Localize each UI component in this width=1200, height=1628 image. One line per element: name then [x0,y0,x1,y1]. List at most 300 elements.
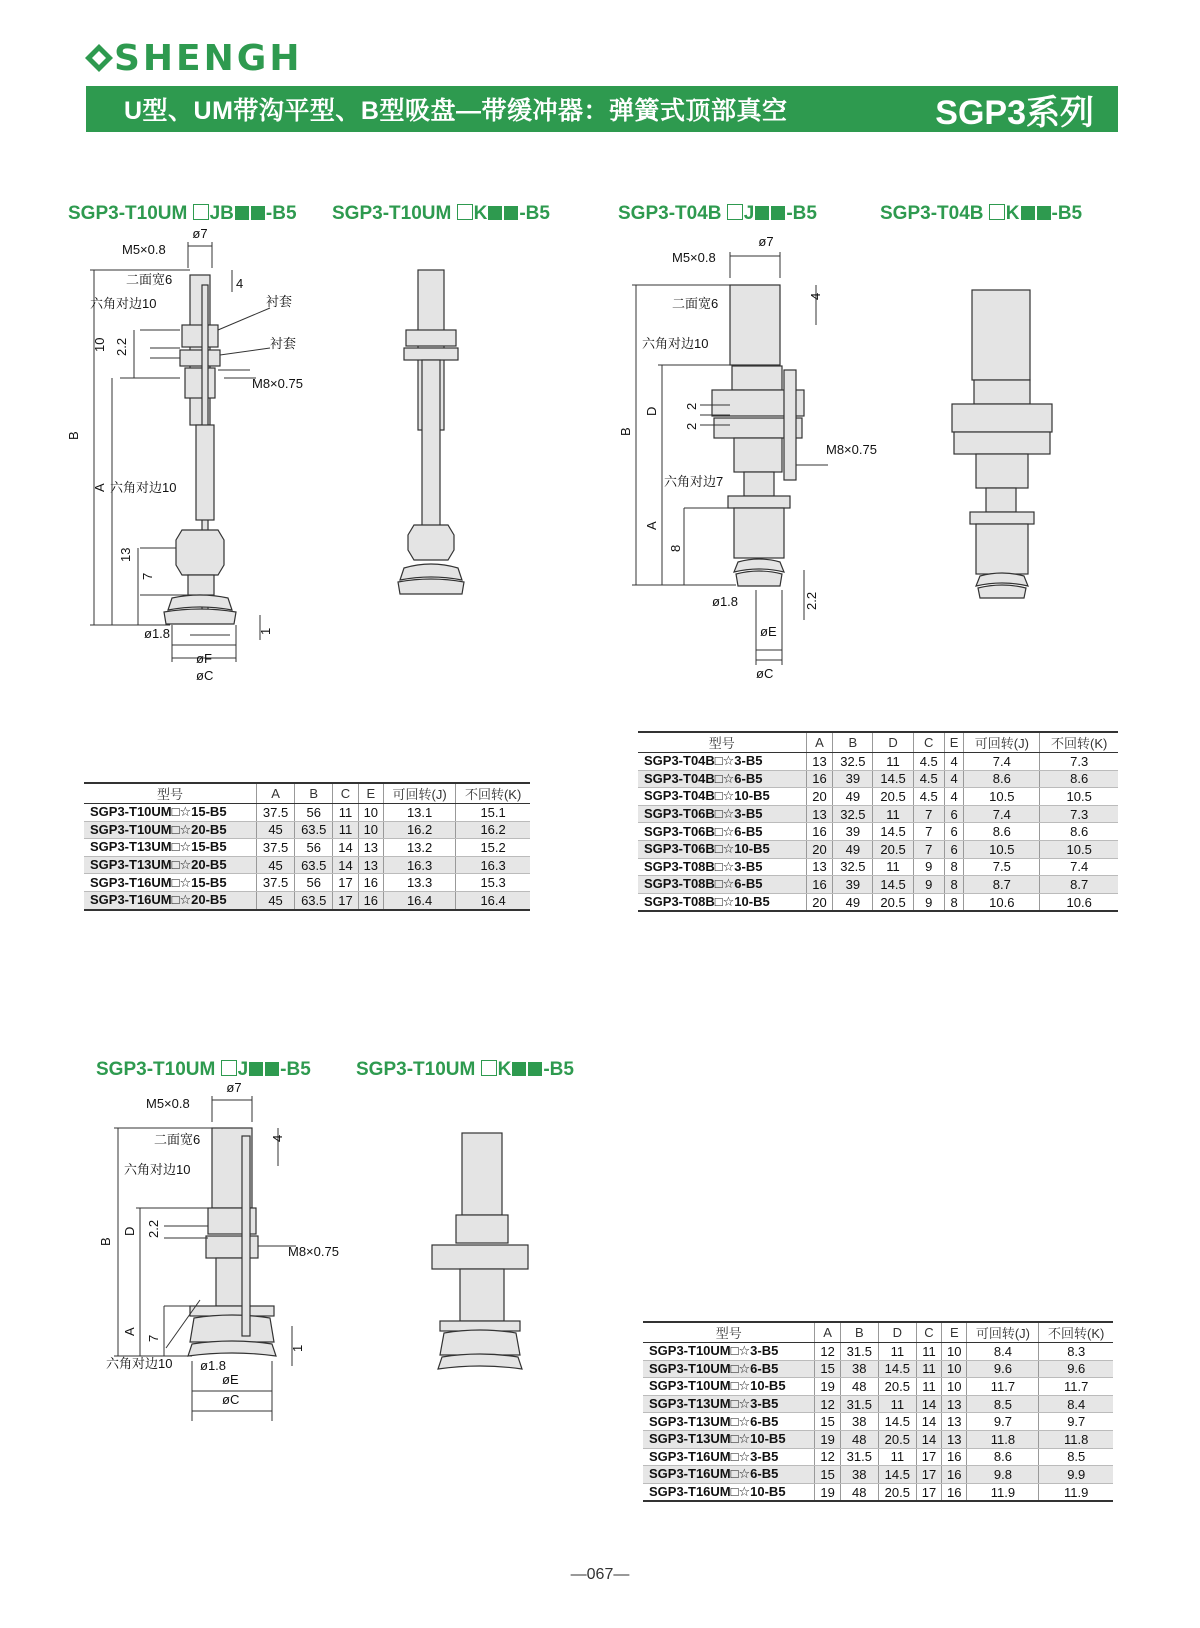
svg-text:D: D [122,1226,137,1236]
svg-text:ø7: ø7 [226,1080,242,1095]
value-cell: 11.8 [1039,1430,1113,1448]
value-cell: 32.5 [833,805,873,823]
table-row [643,1343,1113,1361]
table-header-cell: A [815,1322,840,1343]
model-cell: SGP3-T16UM□☆10-B5 [643,1483,815,1501]
table-row [643,1448,1113,1466]
value-cell: 20.5 [878,1378,916,1396]
table-header-cell: C [333,783,358,804]
technical-drawing-3 [618,234,890,681]
svg-text:2.2: 2.2 [146,1219,161,1238]
table-header-cell: A [256,783,294,804]
value-cell: 37.5 [256,804,294,822]
value-cell: 14.5 [878,1413,916,1431]
value-cell: 49 [833,788,873,806]
value-cell: 17 [916,1448,941,1466]
value-cell: 8 [944,876,963,894]
table-row [84,874,530,892]
value-cell: 8.4 [1039,1395,1113,1413]
model-cell: SGP3-T08B□☆10-B5 [638,893,806,911]
value-cell: 19 [815,1378,840,1396]
value-cell: 48 [840,1378,878,1396]
value-cell: 11.7 [1039,1378,1113,1396]
svg-text:六角对边10: 六角对边10 [106,1356,173,1371]
value-cell: 16 [942,1448,967,1466]
svg-text:六角对边10: 六角对边10 [642,336,709,351]
svg-text:ø1.8: ø1.8 [712,594,739,609]
value-cell: 4.5 [913,770,944,788]
value-cell: 7 [913,840,944,858]
svg-text:二面宽6: 二面宽6 [126,272,173,287]
value-cell: 45 [256,821,294,839]
series-title: SGP3系列 [935,93,1094,132]
table-row [638,840,1118,858]
value-cell: 16 [358,874,383,892]
value-cell: 6 [944,805,963,823]
svg-text:D: D [644,406,659,416]
table-header-cell: C [916,1322,941,1343]
value-cell: 13 [942,1395,967,1413]
model-cell: SGP3-T16UM□☆3-B5 [643,1448,815,1466]
value-cell: 6 [944,840,963,858]
model-cell: SGP3-T04B□☆3-B5 [638,753,806,771]
value-cell: 4 [944,788,963,806]
svg-text:10: 10 [92,337,107,352]
value-cell: 7.3 [1040,753,1118,771]
table-header-cell: E [942,1322,967,1343]
value-cell: 11.9 [1039,1483,1113,1501]
svg-text:8: 8 [668,544,683,552]
value-cell: 10 [358,821,383,839]
model-cell: SGP3-T04B□☆6-B5 [638,770,806,788]
value-cell: 16.3 [383,856,455,874]
technical-drawing-5 [98,1080,370,1476]
brand-logo [84,38,302,78]
value-cell: 7.4 [964,805,1040,823]
value-cell: 10.5 [1040,788,1118,806]
value-cell: 11 [916,1360,941,1378]
value-cell: 9.7 [967,1413,1039,1431]
svg-text:M5×0.8: M5×0.8 [672,250,716,265]
value-cell: 48 [840,1483,878,1501]
model-cell: SGP3-T10UM□☆10-B5 [643,1378,815,1396]
value-cell: 9.9 [1039,1466,1113,1484]
value-cell: 19 [815,1430,840,1448]
model-cell: SGP3-T10UM□☆20-B5 [84,821,256,839]
table-header-cell: B [295,783,333,804]
value-cell: 11 [333,804,358,822]
value-cell: 11 [873,805,913,823]
value-cell: 13 [942,1413,967,1431]
value-cell: 9.8 [967,1466,1039,1484]
table-header-cell: 可回转(J) [964,732,1040,753]
table-row [638,753,1118,771]
value-cell: 8.5 [1039,1448,1113,1466]
value-cell: 8 [944,893,963,911]
spec-table-3 [643,1321,1113,1502]
table-row [643,1378,1113,1396]
table-header-cell: B [840,1322,878,1343]
value-cell: 10 [942,1360,967,1378]
value-cell: 17 [916,1483,941,1501]
spec-table-2 [638,731,1118,912]
page-title: U型、UM带沟平型、B型吸盘—带缓冲器：弹簧式顶部真空 [124,97,788,125]
svg-text:M8×0.75: M8×0.75 [826,442,877,457]
value-cell: 20.5 [873,788,913,806]
svg-text:M5×0.8: M5×0.8 [146,1096,190,1111]
model-cell: SGP3-T04B□☆10-B5 [638,788,806,806]
value-cell: 56 [295,874,333,892]
svg-text:ø7: ø7 [758,234,774,249]
value-cell: 8.6 [964,823,1040,841]
table-row [638,823,1118,841]
table-row [638,893,1118,911]
value-cell: 7.4 [1040,858,1118,876]
svg-text:4: 4 [270,1134,285,1142]
value-cell: 39 [833,770,873,788]
value-cell: 13 [806,858,833,876]
svg-text:ø7: ø7 [192,226,208,241]
value-cell: 20.5 [873,893,913,911]
table-row [638,770,1118,788]
svg-text:二面宽6: 二面宽6 [154,1132,201,1147]
value-cell: 12 [815,1448,840,1466]
model-cell: SGP3-T13UM□☆20-B5 [84,856,256,874]
value-cell: 31.5 [840,1448,878,1466]
value-cell: 13 [358,839,383,857]
value-cell: 12 [815,1343,840,1361]
value-cell: 8 [944,858,963,876]
value-cell: 7.3 [1040,805,1118,823]
table-row [643,1360,1113,1378]
value-cell: 7.5 [964,858,1040,876]
value-cell: 15 [815,1413,840,1431]
table-header-cell: B [833,732,873,753]
value-cell: 8.7 [1040,876,1118,894]
value-cell: 56 [295,804,333,822]
table-header-cell: 不回转(K) [1040,732,1118,753]
table-row [638,858,1118,876]
value-cell: 45 [256,856,294,874]
svg-text:2.2: 2.2 [114,337,129,356]
value-cell: 16 [942,1483,967,1501]
svg-text:ø1.8: ø1.8 [200,1358,227,1373]
model-cell: SGP3-T06B□☆3-B5 [638,805,806,823]
value-cell: 32.5 [833,858,873,876]
svg-text:B: B [66,431,81,440]
value-cell: 39 [833,823,873,841]
technical-drawing-6 [430,1133,530,1393]
value-cell: 8.6 [1040,823,1118,841]
svg-text:øC: øC [196,668,214,683]
value-cell: 38 [840,1360,878,1378]
svg-text:A: A [644,521,659,530]
table-header-row [84,783,530,804]
value-cell: 14.5 [878,1360,916,1378]
value-cell: 14 [333,839,358,857]
value-cell: 13.2 [383,839,455,857]
model-cell: SGP3-T10UM□☆15-B5 [84,804,256,822]
value-cell: 11 [878,1343,916,1361]
svg-text:衬套: 衬套 [270,336,297,351]
value-cell: 20 [806,893,833,911]
table-header-cell: 不回转(K) [1039,1322,1113,1343]
svg-text:2.2: 2.2 [804,591,819,610]
figure-title-3: SGP3-T04B J -B5 [618,203,817,224]
value-cell: 14 [916,1395,941,1413]
value-cell: 10.5 [964,840,1040,858]
technical-drawing-2 [390,270,480,600]
svg-text:øE: øE [222,1372,239,1387]
value-cell: 14.5 [873,770,913,788]
model-cell: SGP3-T16UM□☆6-B5 [643,1466,815,1484]
value-cell: 11 [873,753,913,771]
value-cell: 9 [913,893,944,911]
value-cell: 20.5 [878,1483,916,1501]
value-cell: 4.5 [913,788,944,806]
svg-text:A: A [122,1327,137,1336]
value-cell: 19 [815,1483,840,1501]
value-cell: 11 [916,1343,941,1361]
value-cell: 7 [913,823,944,841]
value-cell: 17 [333,874,358,892]
value-cell: 10 [942,1343,967,1361]
model-cell: SGP3-T08B□☆6-B5 [638,876,806,894]
value-cell: 13.1 [383,804,455,822]
figure-title-6: SGP3-T10UM K -B5 [356,1059,574,1080]
value-cell: 16.2 [456,821,530,839]
value-cell: 37.5 [256,839,294,857]
value-cell: 15 [815,1466,840,1484]
svg-text:13: 13 [118,547,133,562]
value-cell: 39 [833,876,873,894]
table-row [84,891,530,909]
model-cell: SGP3-T13UM□☆15-B5 [84,839,256,857]
model-cell: SGP3-T06B□☆10-B5 [638,840,806,858]
value-cell: 38 [840,1466,878,1484]
value-cell: 16 [806,770,833,788]
svg-text:øC: øC [222,1392,240,1407]
table-header-row [643,1322,1113,1343]
value-cell: 11 [916,1378,941,1396]
value-cell: 11 [878,1395,916,1413]
table-header-cell: C [913,732,944,753]
table-row [84,856,530,874]
value-cell: 8.4 [967,1343,1039,1361]
svg-text:六角对边10: 六角对边10 [110,480,177,495]
value-cell: 16.2 [383,821,455,839]
value-cell: 14.5 [878,1466,916,1484]
figure-title-5: SGP3-T10UM J -B5 [96,1059,311,1080]
value-cell: 13 [806,753,833,771]
table-header-cell: 可回转(J) [383,783,455,804]
svg-text:M8×0.75: M8×0.75 [252,376,303,391]
table-row [638,805,1118,823]
table-header-cell: 可回转(J) [967,1322,1039,1343]
figure-title-4: SGP3-T04B K -B5 [880,203,1083,224]
table-header-cell: D [873,732,913,753]
value-cell: 10.6 [964,893,1040,911]
table-row [84,839,530,857]
value-cell: 12 [815,1395,840,1413]
value-cell: 15.1 [456,804,530,822]
value-cell: 10 [358,804,383,822]
figure-title-1: SGP3-T10UM JB -B5 [68,203,297,224]
value-cell: 14 [916,1413,941,1431]
model-cell: SGP3-T10UM□☆6-B5 [643,1360,815,1378]
value-cell: 11.7 [967,1378,1039,1396]
table-row [643,1413,1113,1431]
spec-table-1 [84,782,530,911]
value-cell: 45 [256,891,294,909]
value-cell: 13 [942,1430,967,1448]
model-cell: SGP3-T08B□☆3-B5 [638,858,806,876]
table-row [643,1483,1113,1501]
value-cell: 6 [944,823,963,841]
value-cell: 48 [840,1430,878,1448]
value-cell: 9 [913,876,944,894]
technical-drawing-1 [60,226,340,690]
value-cell: 15 [815,1360,840,1378]
value-cell: 7 [913,805,944,823]
value-cell: 56 [295,839,333,857]
svg-text:1: 1 [290,1344,305,1352]
value-cell: 9.6 [967,1360,1039,1378]
value-cell: 11 [333,821,358,839]
table-row [84,804,530,822]
value-cell: 15.2 [456,839,530,857]
svg-text:M8×0.75: M8×0.75 [288,1244,339,1259]
value-cell: 8.3 [1039,1343,1113,1361]
table-row [643,1430,1113,1448]
table-row [638,788,1118,806]
table-header-row [638,732,1118,753]
svg-text:六角对边10: 六角对边10 [90,296,157,311]
svg-text:M5×0.8: M5×0.8 [122,242,166,257]
svg-text:øC: øC [756,666,774,681]
diamond-logo-icon [84,43,114,73]
svg-text:六角对边10: 六角对边10 [124,1162,191,1177]
value-cell: 37.5 [256,874,294,892]
svg-text:2: 2 [684,402,699,410]
svg-text:B: B [98,1237,113,1246]
table-header-cell: E [944,732,963,753]
svg-text:衬套: 衬套 [266,294,293,309]
model-cell: SGP3-T06B□☆6-B5 [638,823,806,841]
value-cell: 13 [358,856,383,874]
svg-text:7: 7 [140,572,155,580]
table-header-cell: 型号 [643,1322,815,1343]
svg-text:øE: øE [760,624,777,639]
value-cell: 9 [913,858,944,876]
table-row [638,876,1118,894]
value-cell: 13 [806,805,833,823]
svg-text:2: 2 [684,422,699,430]
table-header-cell: 型号 [638,732,806,753]
value-cell: 10.6 [1040,893,1118,911]
value-cell: 7.4 [964,753,1040,771]
svg-text:øF: øF [196,651,212,666]
value-cell: 4 [944,753,963,771]
svg-text:B: B [618,427,633,436]
value-cell: 8.5 [967,1395,1039,1413]
model-cell: SGP3-T10UM□☆3-B5 [643,1343,815,1361]
value-cell: 15.3 [456,874,530,892]
svg-text:六角对边7: 六角对边7 [664,474,724,489]
table-row [84,821,530,839]
svg-text:4: 4 [808,292,823,300]
value-cell: 16.3 [456,856,530,874]
header-band [86,86,1118,132]
value-cell: 31.5 [840,1343,878,1361]
value-cell: 32.5 [833,753,873,771]
model-cell: SGP3-T13UM□☆10-B5 [643,1430,815,1448]
value-cell: 10.5 [964,788,1040,806]
value-cell: 63.5 [295,891,333,909]
value-cell: 14 [333,856,358,874]
svg-text:4: 4 [236,276,244,291]
svg-text:A: A [92,483,107,492]
model-cell: SGP3-T16UM□☆15-B5 [84,874,256,892]
brand-name: SHENGH [114,37,303,79]
value-cell: 16 [942,1466,967,1484]
value-cell: 20 [806,840,833,858]
value-cell: 31.5 [840,1395,878,1413]
value-cell: 63.5 [295,856,333,874]
value-cell: 14.5 [873,876,913,894]
value-cell: 38 [840,1413,878,1431]
value-cell: 11.8 [967,1430,1039,1448]
value-cell: 16 [806,876,833,894]
value-cell: 8.6 [1040,770,1118,788]
svg-text:7: 7 [146,1334,161,1342]
value-cell: 11 [878,1448,916,1466]
table-header-cell: 不回转(K) [456,783,530,804]
svg-text:二面宽6: 二面宽6 [672,296,719,311]
value-cell: 49 [833,893,873,911]
value-cell: 63.5 [295,821,333,839]
value-cell: 8.6 [967,1448,1039,1466]
value-cell: 13.3 [383,874,455,892]
table-row [643,1395,1113,1413]
value-cell: 16.4 [383,891,455,909]
value-cell: 20 [806,788,833,806]
value-cell: 49 [833,840,873,858]
value-cell: 16.4 [456,891,530,909]
svg-text:ø1.8: ø1.8 [144,626,171,641]
figure-title-2: SGP3-T10UM K -B5 [332,203,550,224]
value-cell: 11.9 [967,1483,1039,1501]
svg-text:1: 1 [258,627,273,635]
model-cell: SGP3-T16UM□☆20-B5 [84,891,256,909]
model-cell: SGP3-T13UM□☆6-B5 [643,1413,815,1431]
page-number: —067— [570,1566,630,1583]
value-cell: 20.5 [878,1430,916,1448]
value-cell: 16 [806,823,833,841]
value-cell: 4.5 [913,753,944,771]
value-cell: 4 [944,770,963,788]
table-header-cell: D [878,1322,916,1343]
value-cell: 16 [358,891,383,909]
value-cell: 9.6 [1039,1360,1113,1378]
value-cell: 11 [873,858,913,876]
value-cell: 9.7 [1039,1413,1113,1431]
value-cell: 17 [916,1466,941,1484]
technical-drawing-4 [948,290,1058,610]
table-header-cell: E [358,783,383,804]
value-cell: 8.6 [964,770,1040,788]
value-cell: 14 [916,1430,941,1448]
